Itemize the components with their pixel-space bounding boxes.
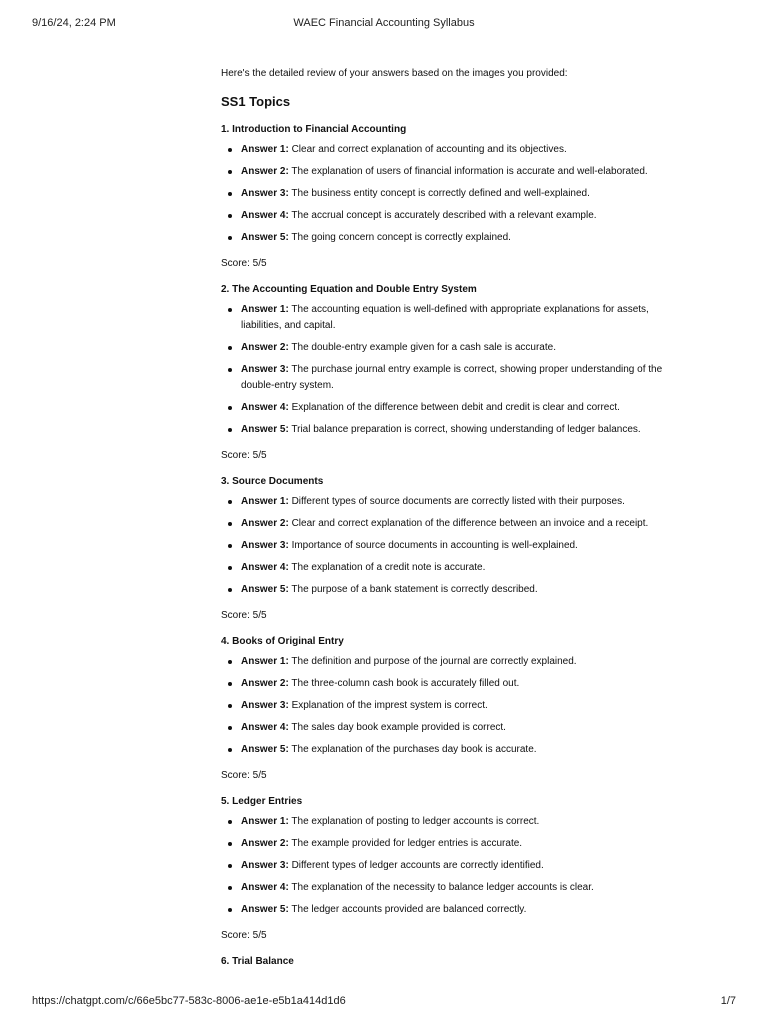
answer-text: The accounting equation is well-defined with appropriate explanations for assets, liabilities, and capital.: [241, 304, 649, 331]
bullet-icon: [228, 544, 232, 548]
list-item: [221, 494, 691, 510]
bullet-icon: [228, 428, 232, 432]
answer-label: Answer 1:: [241, 496, 289, 507]
bullet-icon: [228, 842, 232, 846]
answer-text: The explanation of the purchases day book is accurate.: [288, 744, 537, 755]
bullet-icon: [228, 214, 232, 218]
answer-label: Answer 2:: [241, 166, 289, 177]
answer-text: Different types of source documents are correctly listed with their purposes.: [288, 496, 625, 507]
topic-heading: 4. Books of Original Entry: [221, 636, 344, 647]
bullet-icon: [228, 886, 232, 890]
answer-label: Answer 5:: [241, 904, 289, 915]
bullet-icon: [228, 368, 232, 372]
answer-text: Explanation of the imprest system is correct.: [288, 700, 488, 711]
answer-text: Clear and correct explanation of accounting and its objectives.: [288, 144, 567, 155]
answer-label: Answer 2:: [241, 678, 289, 689]
list-item: [221, 164, 691, 180]
answer-list: [221, 302, 691, 438]
answer-text: Different types of ledger accounts are correctly identified.: [288, 860, 544, 871]
bullet-icon: [228, 522, 232, 526]
list-item: [221, 208, 691, 224]
list-item: [221, 186, 691, 202]
bullet-icon: [228, 726, 232, 730]
answer-list: [221, 654, 691, 758]
list-item: [221, 340, 691, 356]
answer-text: Trial balance preparation is correct, showing understanding of ledger balances.: [288, 424, 641, 435]
answer-text: The three-column cash book is accurately filled out.: [288, 678, 520, 689]
list-item: [221, 698, 691, 714]
answer-text: The purchase journal entry example is correct, showing proper understanding of the double-entry system.: [241, 364, 663, 391]
bullet-icon: [228, 660, 232, 664]
answer-text: The ledger accounts provided are balanced correctly.: [288, 904, 527, 915]
topic-heading: 1. Introduction to Financial Accounting: [221, 124, 407, 135]
bullet-icon: [228, 500, 232, 504]
answer-text: The purpose of a bank statement is correctly described.: [288, 584, 538, 595]
topic-heading: 2. The Accounting Equation and Double Entry System: [221, 284, 477, 295]
answer-label: Answer 1:: [241, 656, 289, 667]
topic-heading: 6. Trial Balance: [221, 956, 294, 967]
bullet-icon: [228, 308, 232, 312]
answer-text: Importance of source documents in accounting is well-explained.: [288, 540, 578, 551]
answer-label: Answer 5:: [241, 584, 289, 595]
answer-text: The explanation of users of financial information is accurate and well-elaborated.: [288, 166, 648, 177]
list-item: [221, 362, 691, 394]
print-date: 9/16/24, 2:24 PM: [32, 17, 116, 29]
bullet-icon: [228, 192, 232, 196]
answer-text: The going concern concept is correctly explained.: [288, 232, 511, 243]
bullet-icon: [228, 704, 232, 708]
document-title: WAEC Financial Accounting Syllabus: [293, 17, 475, 29]
bullet-icon: [228, 908, 232, 912]
answer-label: Answer 4:: [241, 562, 289, 573]
answer-text: The accrual concept is accurately described with a relevant example.: [288, 210, 597, 221]
list-item: [221, 302, 691, 334]
topic-block: [221, 282, 691, 464]
answer-list: [221, 814, 691, 918]
list-item: [221, 142, 691, 158]
list-item: [221, 902, 691, 918]
answer-label: Answer 3:: [241, 700, 289, 711]
answer-label: Answer 3:: [241, 364, 289, 375]
list-item: [221, 538, 691, 554]
answer-label: Answer 4:: [241, 210, 289, 221]
answer-list: [221, 142, 691, 246]
answer-text: Explanation of the difference between debit and credit is clear and correct.: [288, 402, 620, 413]
score-text: Score: 5/5: [221, 930, 267, 941]
answer-label: Answer 5:: [241, 424, 289, 435]
list-item: [221, 880, 691, 896]
topics-list: [221, 122, 691, 944]
answer-label: Answer 4:: [241, 882, 289, 893]
answer-text: The double-entry example given for a cash sale is accurate.: [288, 342, 556, 353]
answer-label: Answer 5:: [241, 232, 289, 243]
bullet-icon: [228, 682, 232, 686]
bullet-icon: [228, 148, 232, 152]
answer-label: Answer 1:: [241, 816, 289, 827]
chat-message-content: [221, 66, 691, 974]
bullet-icon: [228, 748, 232, 752]
answer-label: Answer 2:: [241, 342, 289, 353]
answer-text: The explanation of a credit note is accurate.: [288, 562, 486, 573]
list-item: [221, 742, 691, 758]
page-number: 1/7: [720, 995, 736, 1007]
topic-heading: 5. Ledger Entries: [221, 796, 303, 807]
answer-label: Answer 4:: [241, 722, 289, 733]
bullet-icon: [228, 170, 232, 174]
score-text: Score: 5/5: [221, 610, 267, 621]
answer-label: Answer 2:: [241, 838, 289, 849]
bullet-icon: [228, 406, 232, 410]
answer-label: Answer 3:: [241, 188, 289, 199]
answer-text: The explanation of the necessity to balance ledger accounts is clear.: [288, 882, 594, 893]
answer-label: Answer 4:: [241, 402, 289, 413]
answer-text: The example provided for ledger entries is accurate.: [288, 838, 523, 849]
answer-text: Clear and correct explanation of the difference between an invoice and a receipt.: [288, 518, 649, 529]
bullet-icon: [228, 864, 232, 868]
list-item: [221, 230, 691, 246]
list-item: [221, 654, 691, 670]
list-item: [221, 720, 691, 736]
answer-text: The explanation of posting to ledger accounts is correct.: [288, 816, 540, 827]
answer-label: Answer 3:: [241, 860, 289, 871]
topic-heading: 3. Source Documents: [221, 476, 324, 487]
bullet-icon: [228, 566, 232, 570]
list-item: [221, 836, 691, 852]
answer-text: The definition and purpose of the journal are correctly explained.: [288, 656, 577, 667]
answer-label: Answer 2:: [241, 518, 289, 529]
topic-block: [221, 634, 691, 784]
list-item: [221, 400, 691, 416]
list-item: [221, 676, 691, 692]
score-text: Score: 5/5: [221, 450, 267, 461]
page-url-link[interactable]: https://chatgpt.com/c/66e5bc77-583c-8006-ae1e-e5b1a414d1d6: [32, 995, 346, 1007]
topic-block: [221, 794, 691, 944]
score-text: Score: 5/5: [221, 770, 267, 781]
list-item: [221, 858, 691, 874]
print-header: [32, 17, 736, 31]
list-item: [221, 422, 691, 438]
answer-label: Answer 5:: [241, 744, 289, 755]
bullet-icon: [228, 236, 232, 240]
bullet-icon: [228, 588, 232, 592]
section-title: SS1 Topics: [221, 94, 291, 109]
intro-text: Here's the detailed review of your answers based on the images you provided:: [221, 68, 568, 79]
answer-text: The sales day book example provided is correct.: [288, 722, 506, 733]
answer-label: Answer 1:: [241, 144, 289, 155]
bullet-icon: [228, 346, 232, 350]
list-item: [221, 560, 691, 576]
bullet-icon: [228, 820, 232, 824]
print-footer: [32, 995, 736, 1009]
list-item: [221, 516, 691, 532]
topic-block: [221, 474, 691, 624]
list-item: [221, 814, 691, 830]
answer-label: Answer 1:: [241, 304, 289, 315]
list-item: [221, 582, 691, 598]
topic-block: [221, 122, 691, 272]
answer-label: Answer 3:: [241, 540, 289, 551]
answer-list: [221, 494, 691, 598]
score-text: Score: 5/5: [221, 258, 267, 269]
answer-text: The business entity concept is correctly defined and well-explained.: [288, 188, 590, 199]
